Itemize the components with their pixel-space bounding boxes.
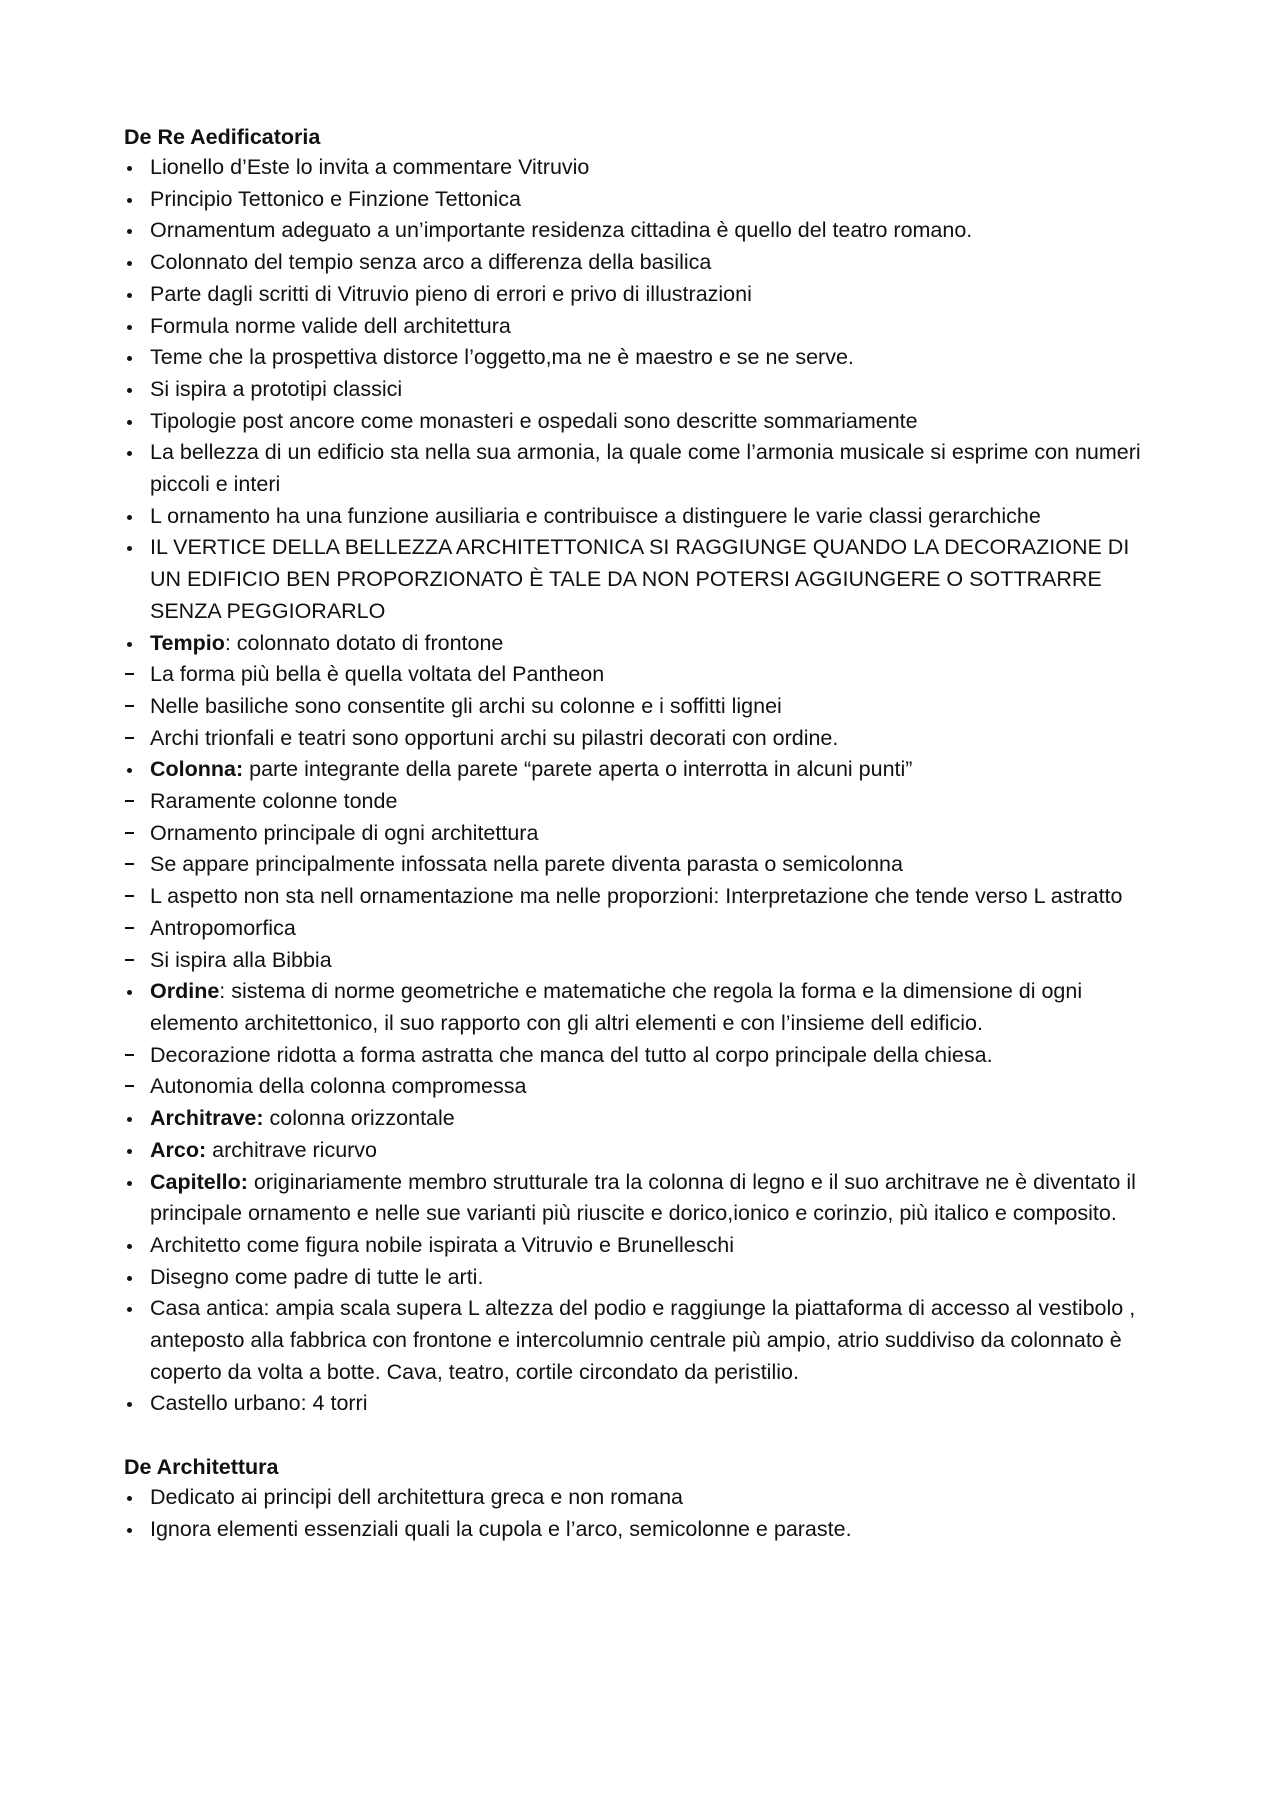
item-text: Teme che la prospettiva distorce l’oggetto,ma ne è maestro e se ne serve. [150, 345, 854, 370]
item-text: La bellezza di un edificio sta nella sua armonia, la quale come l’armonia musicale si esprime con numeri piccoli e interi [150, 440, 1141, 497]
item-text: Nelle basiliche sono consentite gli archi su colonne e i soffitti lignei [150, 693, 782, 718]
list-item [124, 247, 1164, 279]
item-text: Ornamento principale di ogni architettura [150, 820, 539, 845]
item-text: La forma più bella è quella voltata del Pantheon [150, 662, 605, 687]
item-text: Autonomia della colonna compromessa [150, 1074, 527, 1099]
list-item [124, 1482, 1164, 1514]
list-item [124, 1388, 1164, 1420]
item-text: parte integrante della parete “parete aperta o interrotta in alcuni punti” [243, 757, 913, 782]
list-item [124, 786, 1164, 818]
item-text: Antropomorfica [150, 915, 296, 940]
item-text: L aspetto non sta nell ornamentazione ma nelle proporzioni: Interpretazione che tende verso L astratto [150, 884, 1123, 909]
list-item [124, 849, 1164, 881]
item-text: Tipologie post ancore come monasteri e ospedali sono descritte sommariamente [150, 408, 918, 433]
list-item [124, 1262, 1164, 1294]
item-text: IL VERTICE DELLA BELLEZZA ARCHITETTONICA SI RAGGIUNGE QUANDO LA DECORAZIONE DI UN EDIFICIO BEN PROPORZIONATO È TALE DA NON POTERSI AGGIUNGERE O SOTTRARRE SENZA PEGGIORARLO [150, 535, 1130, 623]
list-item [124, 881, 1164, 913]
item-term: Tempio [150, 630, 225, 655]
list-item [124, 184, 1164, 216]
item-text: Dedicato ai principi dell architettura greca e non romana [150, 1485, 684, 1510]
item-term: Capitello: [150, 1169, 248, 1194]
item-text: Principio Tettonico e Finzione Tettonica [150, 186, 521, 211]
item-text: Architetto come figura nobile ispirata a Vitruvio e Brunelleschi [150, 1232, 734, 1257]
item-text: : colonnato dotato di frontone [224, 630, 504, 655]
document-page [124, 122, 1164, 1546]
list-item [124, 945, 1164, 977]
list-item [124, 311, 1164, 343]
item-text: L ornamento ha una funzione ausiliaria e contribuisce a distinguere le varie classi gerarchiche [150, 503, 1041, 528]
item-text: colonna orizzontale [263, 1106, 455, 1131]
item-text: Ornamentum adeguato a un’importante residenza cittadina è quello del teatro romano. [150, 218, 973, 243]
item-text: Raramente colonne tonde [150, 789, 398, 814]
list-item [124, 723, 1164, 755]
list-item [124, 501, 1164, 533]
item-text: originariamente membro strutturale tra la colonna di legno e il suo architrave ne è diventato il principale ornamento e nelle sue varianti più riuscite e dorico,ionico e corinzio, più italico e composito. [150, 1169, 1136, 1226]
list-item [124, 279, 1164, 311]
list-item [124, 215, 1164, 247]
item-text: Archi trionfali e teatri sono opportuni archi su pilastri decorati con ordine. [150, 725, 839, 750]
list-item [124, 152, 1164, 184]
list-item [124, 913, 1164, 945]
section-title: De Architettura [124, 1455, 279, 1480]
list-item [124, 628, 1164, 660]
item-text: Si ispira alla Bibbia [150, 947, 332, 972]
item-text: : sistema di norme geometriche e matematiche che regola la forma e la dimensione di ogni elemento architettonico, il suo rapporto con gli altri elementi e con l’insieme dell edificio. [150, 979, 1083, 1035]
bullet-list [124, 152, 1164, 1420]
list-item [124, 1071, 1164, 1103]
item-term: Architrave: [150, 1106, 264, 1131]
list-item [124, 659, 1164, 691]
item-text: Colonnato del tempio senza arco a differenza della basilica [150, 250, 712, 275]
item-text: Ignora elementi essenziali quali la cupola e l’arco, semicolonne e paraste. [150, 1516, 852, 1541]
item-text: Decorazione ridotta a forma astratta che manca del tutto al corpo principale della chiesa. [150, 1042, 993, 1067]
item-term: Ordine [150, 979, 220, 1004]
list-item [124, 1230, 1164, 1262]
item-text: Castello urbano: 4 torri [150, 1391, 368, 1416]
list-item [124, 342, 1164, 374]
item-text: Casa antica: ampia scala supera L altezza del podio e raggiunge la piattaforma di accesso al vestibolo , anteposto alla fabbrica con frontone e intercolumnio centrale più ampio, atrio suddiviso da colonnato è coperto da volta a botte. Cava, teatro, cortile circondato da peristilio. [150, 1296, 1136, 1384]
item-text: architrave ricurvo [206, 1137, 378, 1162]
list-item [124, 1167, 1164, 1230]
list-item [124, 1103, 1164, 1135]
item-text: Formula norme valide dell architettura [150, 313, 511, 338]
list-item [124, 374, 1164, 406]
list-item [124, 1040, 1164, 1072]
item-text: Si ispira a prototipi classici [150, 376, 403, 401]
list-item [124, 976, 1164, 1039]
list-item [124, 437, 1164, 500]
item-text: Lionello d’Este lo invita a commentare Vitruvio [150, 155, 590, 179]
item-text: Parte dagli scritti di Vitruvio pieno di errori e privo di illustrazioni [150, 281, 752, 306]
item-text: Se appare principalmente infossata nella parete diventa parasta o semicolonna [150, 852, 903, 877]
section-title: De Re Aedificatoria [124, 125, 321, 149]
list-item [124, 1514, 1164, 1546]
item-term: Colonna: [150, 757, 244, 782]
list-item [124, 691, 1164, 723]
list-item [124, 406, 1164, 438]
list-item [124, 1293, 1164, 1388]
list-item [124, 818, 1164, 850]
list-item [124, 754, 1164, 786]
list-item [124, 1135, 1164, 1167]
bullet-list [124, 1482, 1164, 1545]
list-item [124, 532, 1164, 627]
item-text: Disegno come padre di tutte le arti. [150, 1264, 484, 1289]
item-term: Arco: [150, 1137, 207, 1162]
section-spacer [124, 1420, 1164, 1452]
